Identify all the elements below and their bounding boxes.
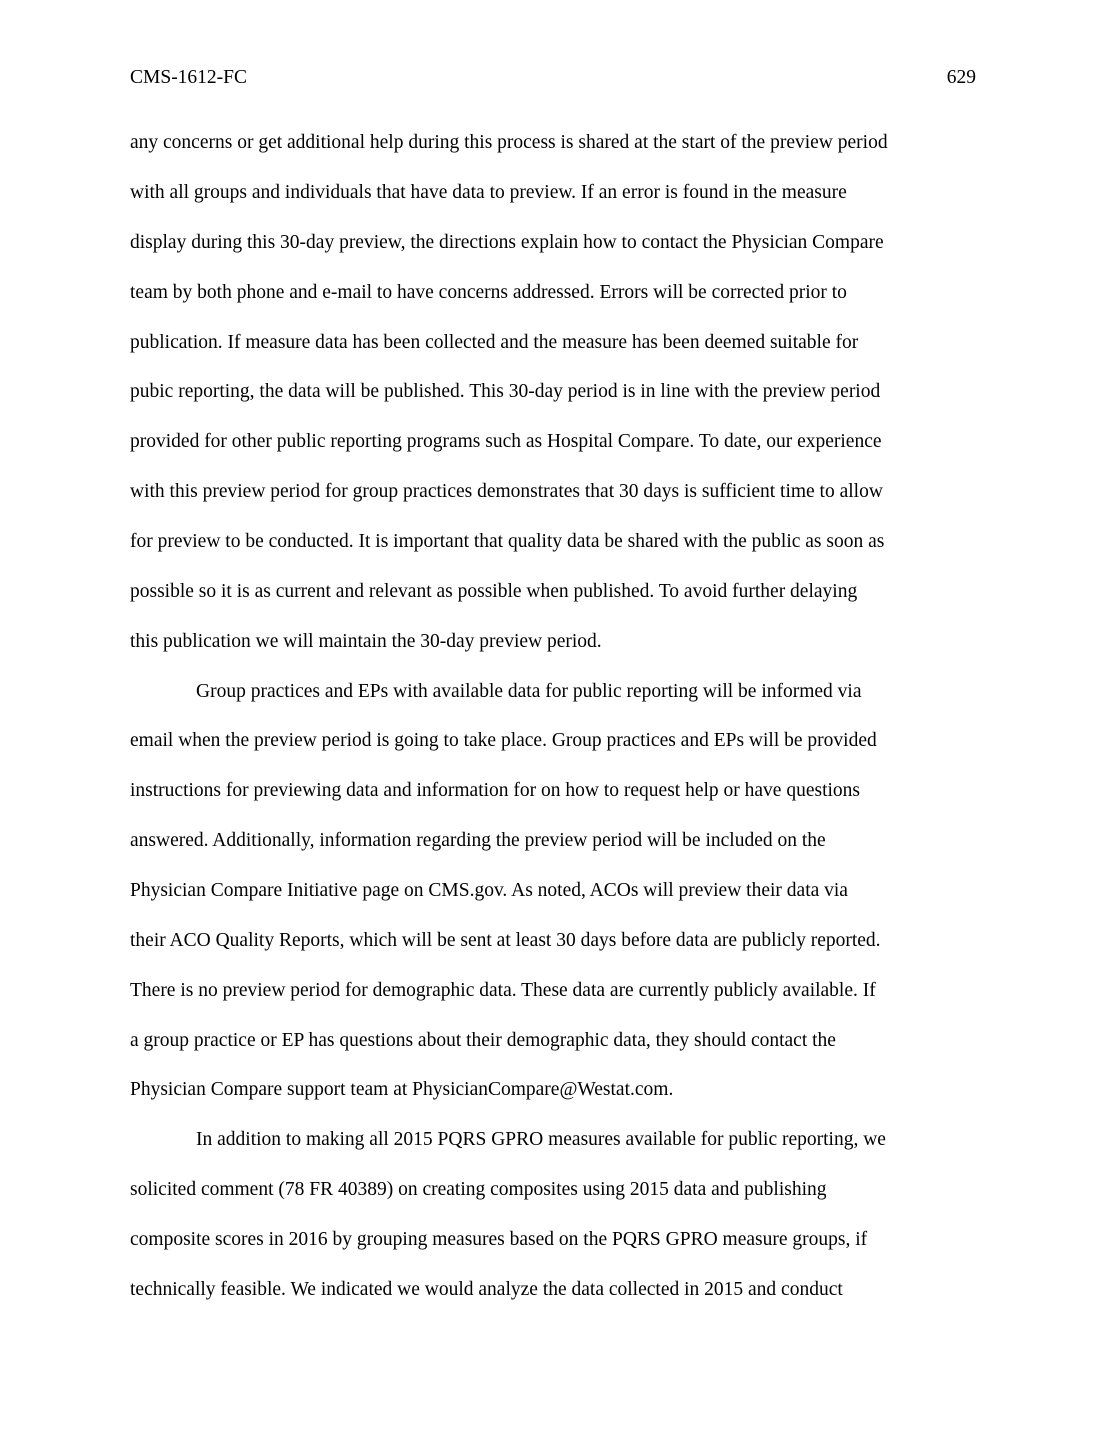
text-line: with this preview period for group practices demonstrates that 30 days is sufficient time to allow — [130, 481, 883, 502]
paragraph-first-line: Group practices and EPs with available data for public reporting will be informed via — [196, 681, 862, 702]
text-line: with all groups and individuals that have data to preview. If an error is found in the measure — [130, 182, 847, 203]
text-line: publication. If measure data has been collected and the measure has been deemed suitable for — [130, 332, 859, 353]
text-line: a group practice or EP has questions about their demographic data, they should contact the — [130, 1030, 836, 1051]
text-line: Physician Compare support team at PhysicianCompare@Westat.com. — [130, 1079, 674, 1100]
text-line: this publication we will maintain the 30-day preview period. — [130, 631, 602, 652]
text-line: There is no preview period for demographic data. These data are currently publicly available. If — [130, 980, 876, 1001]
text-line: for preview to be conducted. It is important that quality data be shared with the public as soon as — [130, 531, 885, 552]
document-id: CMS-1612-FC — [130, 67, 248, 88]
text-line: display during this 30-day preview, the directions explain how to contact the Physician Compare — [130, 232, 884, 253]
text-line: composite scores in 2016 by grouping measures based on the PQRS GPRO measure groups, if — [130, 1229, 868, 1250]
text-line: email when the preview period is going to take place. Group practices and EPs will be provided — [130, 730, 877, 751]
text-line: technically feasible. We indicated we would analyze the data collected in 2015 and conduct — [130, 1279, 843, 1300]
text-line: pubic reporting, the data will be published. This 30-day period is in line with the preview period — [130, 381, 881, 402]
paragraph-first-line: In addition to making all 2015 PQRS GPRO measures available for public reporting, we — [196, 1129, 886, 1150]
text-line: answered. Additionally, information regarding the preview period will be included on the — [130, 830, 826, 851]
text-line: possible so it is as current and relevant as possible when published. To avoid further delaying — [130, 581, 858, 602]
text-line: any concerns or get additional help during this process is shared at the start of the preview period — [130, 132, 888, 153]
text-line: Physician Compare Initiative page on CMS.gov. As noted, ACOs will preview their data via — [130, 880, 848, 901]
text-line: instructions for previewing data and information for on how to request help or have questions — [130, 780, 860, 801]
text-line: their ACO Quality Reports, which will be sent at least 30 days before data are publicly reported. — [130, 930, 881, 951]
text-line: provided for other public reporting programs such as Hospital Compare. To date, our experience — [130, 431, 882, 452]
text-line: solicited comment (78 FR 40389) on creating composites using 2015 data and publishing — [130, 1179, 827, 1200]
page-number: 629 — [946, 67, 976, 88]
text-line: team by both phone and e-mail to have concerns addressed. Errors will be corrected prior to — [130, 282, 847, 303]
